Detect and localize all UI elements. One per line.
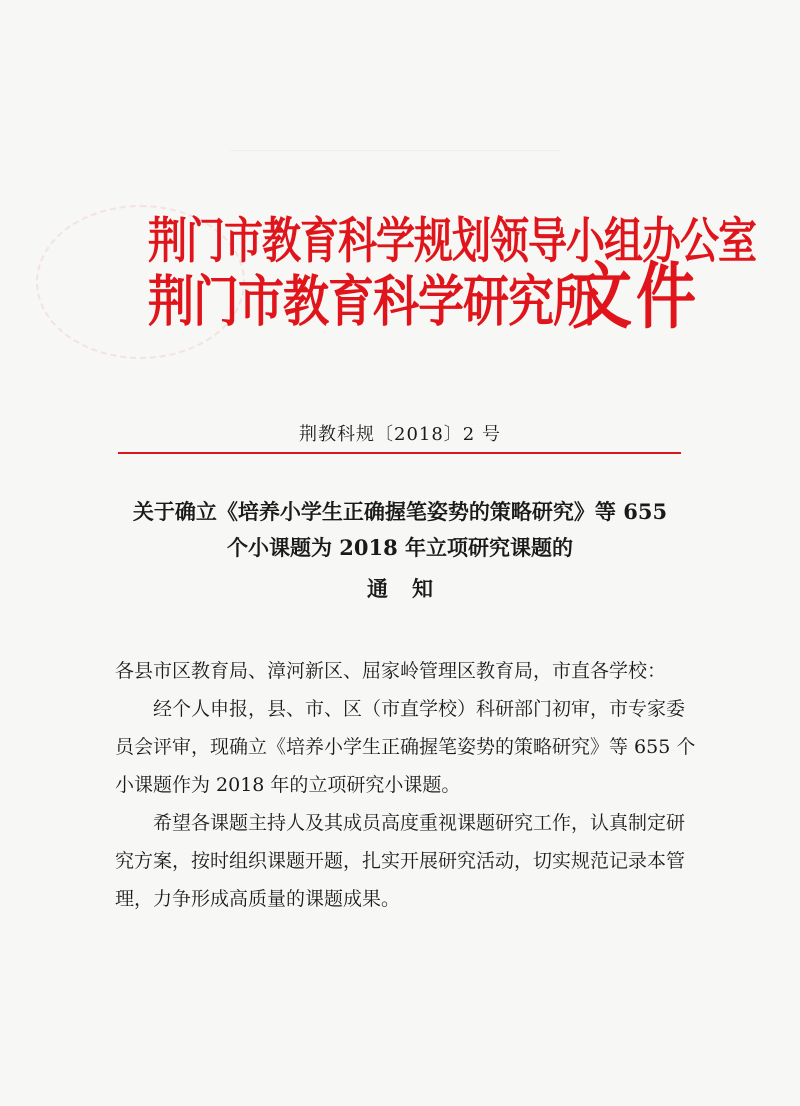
issuer-line-1: 荆门市教育科学规划领导小组办公室 bbox=[148, 213, 757, 270]
title-line-1: 关于确立《培养小学生正确握笔姿势的策略研究》等 655 bbox=[132, 499, 668, 524]
issuer-line-2: 荆门市教育科学研究所 bbox=[148, 268, 598, 334]
red-separator-line bbox=[118, 452, 681, 454]
document-title bbox=[0, 494, 800, 566]
body-paragraph-1: 经个人申报，县、市、区（市直学校）科研部门初审，市专家委员会评审，现确立《培养小学生正确握笔姿势的策略研究》等 655 个小课题作为 2018 年的立项研究小课题。 bbox=[115, 698, 696, 796]
body-paragraph-2: 希望各课题主持人及其成员高度重视课题研究工作，认真制定研究方案，按时组织课题开题，扎实开展研究活动，切实规范记录本管理，力争形成高质量的课题成果。 bbox=[115, 812, 686, 910]
document-body bbox=[115, 652, 700, 918]
addressee: 各县市区教育局、漳河新区、屈家岭管理区教育局，市直各学校： bbox=[115, 660, 667, 682]
document-number: 荆教科规〔2018〕2 号 bbox=[299, 424, 501, 445]
bleed-through-mark bbox=[230, 150, 560, 167]
title-notice: 通知 bbox=[367, 576, 457, 601]
title-line-2: 个小课题为 2018 年立项研究课题的 bbox=[226, 535, 574, 560]
document-type-label: 文件 bbox=[572, 255, 700, 340]
